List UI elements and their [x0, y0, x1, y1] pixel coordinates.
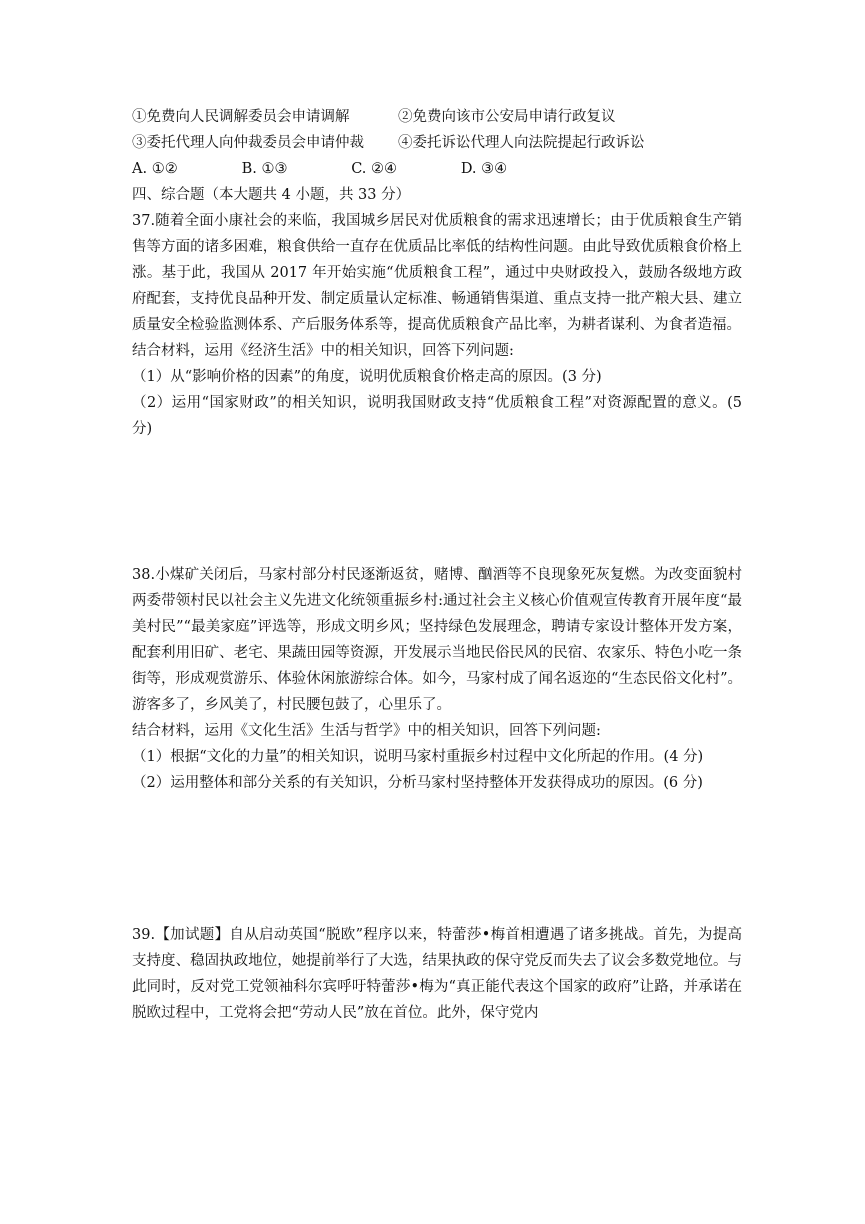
- answer-space: [132, 442, 742, 562]
- q36-options-row-1: [132, 104, 742, 130]
- q36-option-3: ③委托代理人向仲裁委员会申请仲裁: [132, 135, 364, 151]
- section-title: 四、综合题（本大题共 4 小题，共 33 分）: [132, 187, 411, 203]
- q36-option-1: ①免费向人民调解委员会申请调解: [132, 109, 350, 125]
- page-content: [132, 104, 742, 1026]
- q38-sub-question-2: （2）运用整体和部分关系的有关知识，分析马家村坚持整体开发获得成功的原因。(6 分): [132, 775, 703, 791]
- answer-space: [132, 796, 742, 922]
- choice-d: D. ③④: [460, 161, 508, 177]
- choice-c: C. ②④: [351, 161, 398, 177]
- q36-option-4: ④委托诉讼代理人向法院提起行政诉讼: [398, 135, 645, 151]
- q37-material: 37.随着全面小康社会的来临，我国城乡居民对优质粮食的需求迅速增长；由于优质粮食生产销售等方面的诸多困难，粮食供给一直存在优质品比率低的结构性问题。由此导致优质粮食价格上涨。基于此，我国从 2017 年开始实施“优质粮食工程”，通过中央财政投入，鼓励各级地方政府配套，支持优良品种开发、制定质量认定标准、畅通销售渠道、重点支持一批产粮大县、建立质量安全检验监测体系、产后服务体系等，提高优质粮食产品比率，为耕者谋利、为食者造福。: [132, 213, 742, 333]
- choice-b: B. ①③: [241, 161, 288, 177]
- q37-sub-question-1: （1）从“影响价格的因素”的角度，说明优质粮食价格走高的原因。(3 分): [132, 369, 602, 385]
- q38-prompt: 结合材料，运用《文化生活》生活与哲学》中的相关知识，回答下列问题:: [132, 723, 601, 739]
- q36-option-2: ②免费向该市公安局申请行政复议: [398, 109, 616, 125]
- q38-sub-question-1: （1）根据“文化的力量”的相关知识，说明马家村重振乡村过程中文化所起的作用。(4 分): [132, 749, 704, 765]
- q39-material: 39.【加试题】自从启动英国“脱欧”程序以来，特蕾莎•梅首相遭遇了诸多挑战。首先，为提高支持度、稳固执政地位，她提前举行了大选，结果执政的保守党反而失去了议会多数党地位。与此同时，反对党工党领袖科尔宾呼吁特蕾莎•梅为“真正能代表这个国家的政府”让路，并承诺在脱欧过程中，工党将会把“劳动人民”放在首位。此外，保守党内: [132, 927, 742, 1021]
- choice-a: A. ①②: [132, 161, 178, 177]
- q36-choices: [132, 156, 742, 182]
- q36-options-row-2: [132, 130, 742, 156]
- q37-sub-question-2: （2）运用“国家财政”的相关知识，说明我国财政支持“优质粮食工程”对资源配置的意义。(5 分): [132, 395, 742, 437]
- q38-material: 38.小煤矿关闭后，马家村部分村民逐渐返贫，赌博、酗酒等不良现象死灰复燃。为改变面貌村两委带领村民以社会主义先进文化统领重振乡村:通过社会主义核心价值观宣传教育开展年度“最美村民”“最美家庭”评选等，形成文明乡风；坚持绿色发展理念，聘请专家设计整体开发方案，配套利用旧矿、老宅、果蔬田园等资源，开发展示当地民俗民风的民宿、农家乐、特色小吃一条街等，形成观赏游乐、体验休闲旅游综合体。如今，马家村成了闻名返迩的“生态民俗文化村”。游客多了，乡风美了，村民腰包鼓了，心里乐了。: [132, 567, 742, 713]
- q37-prompt: 结合材料，运用《经济生活》中的相关知识，回答下列问题:: [132, 343, 514, 359]
